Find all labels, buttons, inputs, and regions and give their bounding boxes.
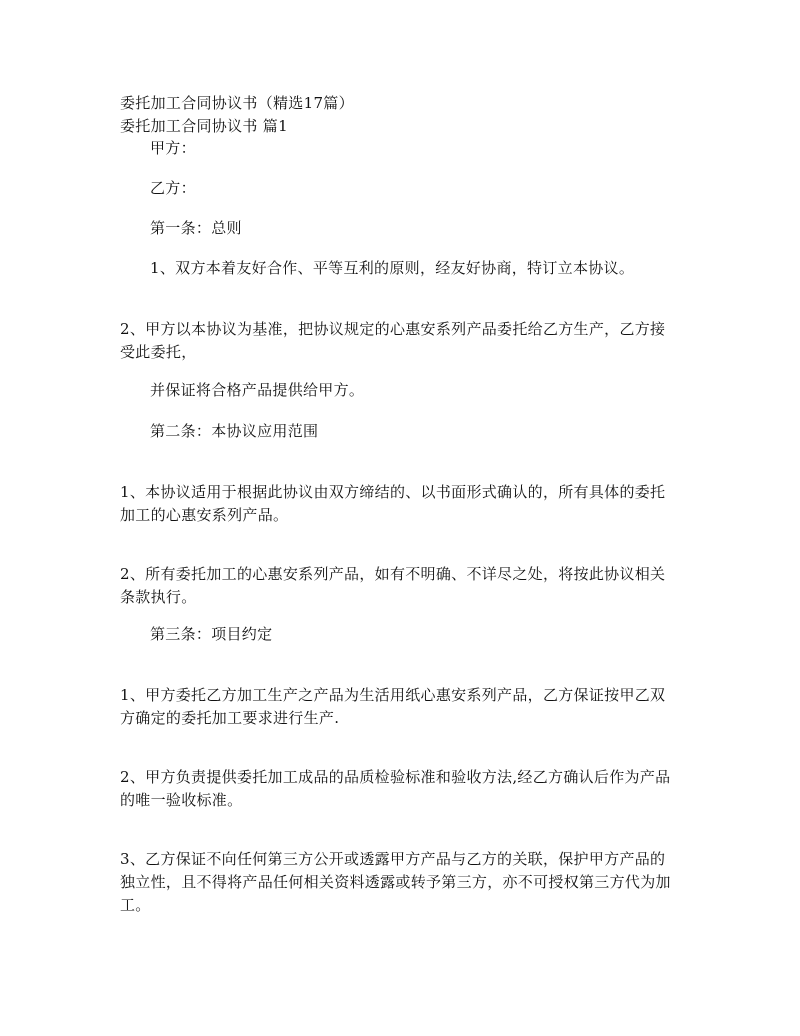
- article-3-item-1-line-1: 1、甲方委托乙方加工生产之产品为生活用纸心惠安系列产品，乙方保证按甲乙双: [120, 686, 666, 704]
- article-1-heading: 第一条：总则: [150, 219, 242, 237]
- document-subtitle: 委托加工合同协议书 篇1: [120, 117, 288, 135]
- article-2-item-1-line-2: 加工的心惠安系列产品。: [120, 506, 289, 524]
- article-3-item-2-line-2: 的唯一验收标准。: [120, 791, 243, 809]
- article-1-item-1: 1、双方本着友好合作、平等互利的原则，经友好协商，特订立本协议。: [150, 259, 635, 277]
- article-2-item-2-line-2: 条款执行。: [120, 588, 197, 606]
- party-b-label: 乙方：: [150, 179, 196, 197]
- article-3-item-3-line-2: 独立性，且不得将产品任何相关资料透露或转予第三方，亦不可授权第三方代为加: [120, 873, 671, 891]
- article-3-item-1-line-2: 方确定的委托加工要求进行生产.: [120, 709, 340, 727]
- article-1-item-2-line-2: 受此委托，: [120, 343, 197, 361]
- article-3-item-2-line-1: 2、甲方负责提供委托加工成品的品质检验标准和验收方法,经乙方确认后作为产品: [120, 768, 671, 786]
- article-3-item-3-line-3: 工。: [120, 896, 151, 914]
- article-3-item-3-line-1: 3、乙方保证不向任何第三方公开或透露甲方产品与乙方的关联，保护甲方产品的: [120, 850, 666, 868]
- article-1-item-2-line-3: 并保证将合格产品提供给甲方。: [150, 381, 365, 399]
- article-3-heading: 第三条：项目约定: [150, 625, 273, 643]
- article-2-item-1-line-1: 1、本协议适用于根据此协议由双方缔结的、以书面形式确认的，所有具体的委托: [120, 483, 666, 501]
- document-title: 委托加工合同协议书（精选17篇）: [120, 94, 354, 112]
- article-2-heading: 第二条：本协议应用范围: [150, 422, 319, 440]
- party-a-label: 甲方：: [150, 139, 196, 157]
- article-1-item-2-line-1: 2、甲方以本协议为基准，把协议规定的心惠安系列产品委托给乙方生产，乙方接: [120, 320, 666, 338]
- article-2-item-2-line-1: 2、所有委托加工的心惠安系列产品，如有不明确、不详尽之处，将按此协议相关: [120, 565, 666, 583]
